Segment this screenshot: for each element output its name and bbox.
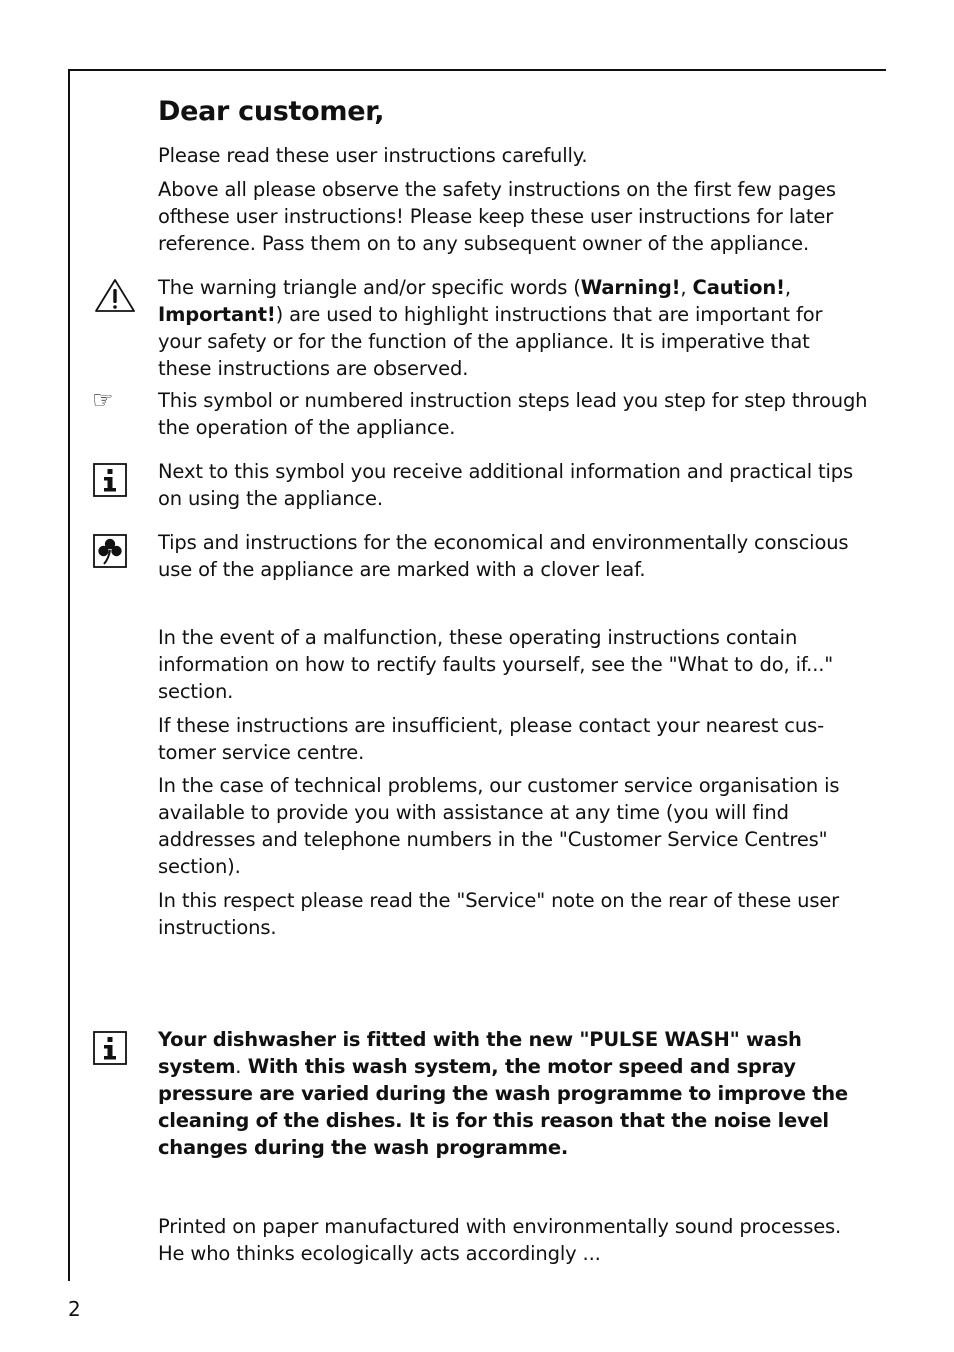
steps-paragraph: This symbol or numbered instruction steps lead you step for step through the operation of the appliance.: [158, 389, 868, 439]
malfunction-paragraph: In the event of a malfunction, these operating instructions contain information on how to rectify faults yourself, see the "What to do, if..." section.: [158, 626, 834, 703]
warning-triangle-icon: [93, 277, 137, 315]
footer-line-2: He who thinks ecologically acts accordingly ...: [158, 1242, 601, 1265]
eco-paragraph: Tips and instructions for the economical and environmentally conscious use of the appliance are marked with a clover leaf.: [158, 531, 849, 581]
service-note-paragraph: In this respect please read the "Service" note on the rear of these user instructions.: [158, 889, 840, 939]
technical-problems-paragraph: In the case of technical problems, our customer service organisation is available to provide you with assistance at any time (you will find addresses and telephone numbers in the "Customer Service Centres" section).: [158, 774, 840, 878]
left-rule: [68, 69, 70, 1281]
intro-paragraph: Please read these user instructions carefully.: [158, 144, 588, 167]
safety-paragraph: Above all please observe the safety instructions on the first few pages ofthese user instructions! Please keep these user instructions for later reference. Pass them on to any subsequent owner of the appliance.: [158, 178, 836, 255]
keyword-warning: Warning!: [580, 276, 681, 299]
top-rule: [68, 69, 886, 71]
information-icon: [93, 1031, 127, 1065]
keyword-caution: Caution!: [692, 276, 785, 299]
footer-line-1: Printed on paper manufactured with environmentally sound processes.: [158, 1215, 842, 1238]
information-icon: [93, 463, 127, 497]
keyword-important: Important!: [158, 303, 276, 326]
page-title: Dear customer,: [158, 96, 385, 127]
clover-leaf-icon: [93, 534, 127, 568]
pulse-wash-paragraph: Your dishwasher is fitted with the new "PULSE WASH" wash system. With this wash system, the motor speed and spray pressure are varied during the wash programme to improve the cleaning of the dishes. It is for this reason that the noise level changes during the wash programme.: [158, 1028, 848, 1159]
service-centre-paragraph: If these instructions are insufficient, please contact your nearest cus-tomer service centre.: [158, 714, 824, 764]
warning-paragraph: The warning triangle and/or specific words (Warning!, Caution!, Important!) are used to highlight instructions that are important for your safety or for the function of the appliance. It is imperative that these instructions are observed.: [158, 276, 823, 380]
info-paragraph: Next to this symbol you receive additional information and practical tips on using the appliance.: [158, 460, 854, 510]
page-number: 2: [68, 1297, 81, 1321]
pointing-hand-icon: ☞: [92, 386, 114, 414]
